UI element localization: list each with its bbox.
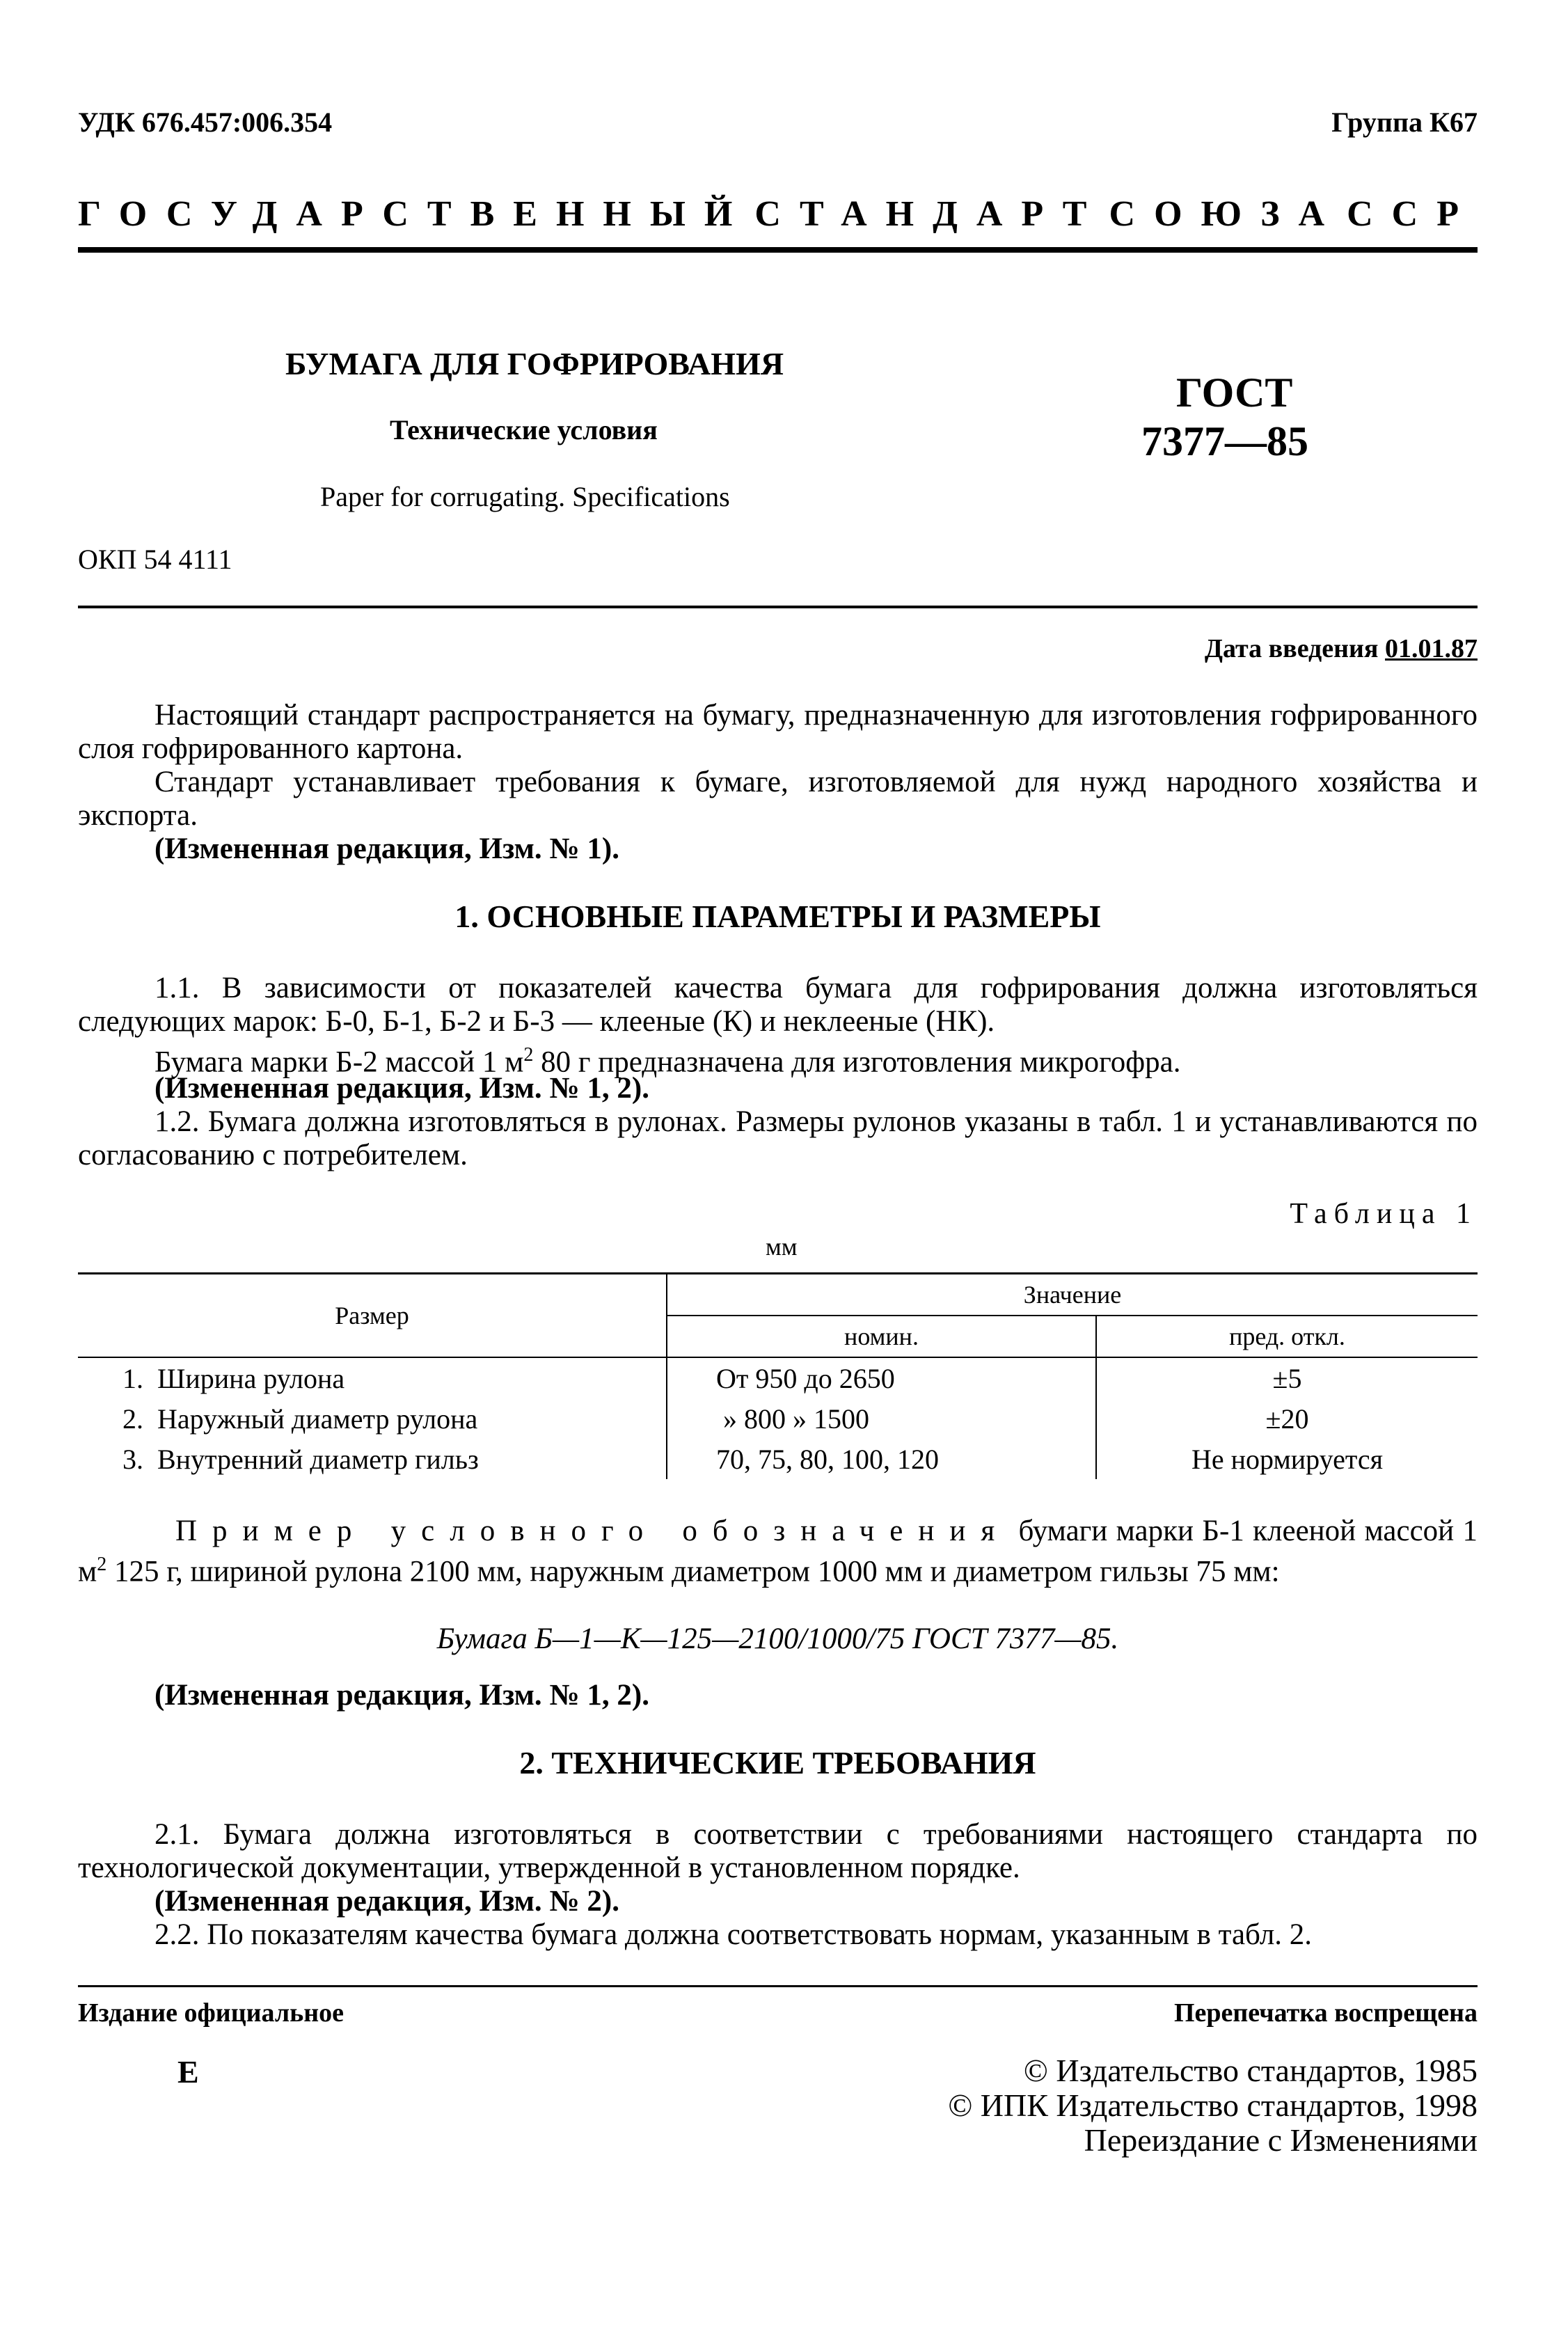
- header-divider: [78, 247, 1478, 253]
- example-spaced-label: Пример условного обозначения: [175, 1515, 1011, 1547]
- state-title-word-2: СТАНДАРТ: [754, 194, 1106, 234]
- table-row: [78, 1357, 1478, 1398]
- state-title-word-4: ССР: [1347, 194, 1478, 234]
- table-1-row-tolerance: ±20: [1096, 1398, 1478, 1439]
- clause-1-1-b-text-2: 80 г предназначена для изготовления микрогофра.: [533, 1045, 1181, 1079]
- copyright-1985: © Издательство стандартов, 1985: [1023, 2053, 1478, 2088]
- clause-2-1: 2.1. Бумага должна изготовляться в соответствии с требованиями настоящего стандарта по технологической документации, утвержденной в установленном порядке.: [78, 1818, 1478, 1884]
- example-text-1: бумаги марки Б-1 клееной массой 1 м: [78, 1515, 1478, 1588]
- table-1-caption: Таблица 1: [1290, 1198, 1478, 1230]
- table-1-row-name: Ширина рулона: [157, 1362, 345, 1394]
- table-1-row-tolerance: ±5: [1096, 1357, 1478, 1398]
- example-amendment: (Измененная редакция, Изм. № 1, 2).: [155, 1679, 649, 1712]
- footer-divider: [78, 1985, 1478, 1987]
- table-1: [78, 1272, 1478, 1479]
- gost-number: 7377—85: [1141, 418, 1308, 464]
- date-label: Дата введения: [1204, 634, 1379, 663]
- title-divider: [78, 606, 1478, 608]
- introduction-date: [1205, 633, 1478, 664]
- reprint-prohibited: Перепечатка воспрещена: [1173, 1998, 1478, 2028]
- state-title-word-3: СОЮЗА: [1109, 194, 1344, 234]
- official-edition: Издание официальное: [78, 1998, 345, 2028]
- english-title: Paper for corrugating. Specifications: [320, 481, 730, 512]
- gost-label: ГОСТ: [1176, 370, 1293, 416]
- clause-2-2: 2.2. По показателям качества бумага должна соответствовать нормам, указанным в табл. 2.: [155, 1918, 1313, 1951]
- state-title-word-1: ГОСУДАРСТВЕННЫЙ: [78, 194, 752, 234]
- date-value: 01.01.87: [1385, 634, 1478, 663]
- intro-paragraph-2: Стандарт устанавливает требования к бумаге, изготовляемой для нужд народного хозяйства и экспорта.: [78, 766, 1478, 832]
- copyright-block: [948, 2053, 1478, 2158]
- designation-formula: Бумага Б—1—К—125—2100/1000/75 ГОСТ 7377—85.: [436, 1622, 1119, 1655]
- table-1-cell-name: [78, 1398, 667, 1439]
- table-1-row-num: 1.: [122, 1362, 143, 1394]
- table-row: [78, 1398, 1478, 1439]
- document-subtitle: Технические условия: [390, 414, 658, 445]
- table-1-head-tolerance: пред. откл.: [1096, 1316, 1478, 1357]
- copyright-1998: © ИПК Издательство стандартов, 1998: [948, 2087, 1478, 2123]
- table-row: [78, 1439, 1478, 1479]
- group-code: Группа К67: [1331, 106, 1478, 138]
- table-1-cell-name: [78, 1439, 667, 1479]
- table-1-row-num: 3.: [122, 1443, 143, 1475]
- example-text-2: 125 г, шириной рулона 2100 мм, наружным диаметром 1000 мм и диаметром гильзы 75 мм:: [106, 1555, 1280, 1588]
- section-1-heading: 1. ОСНОВНЫЕ ПАРАМЕТРЫ И РАЗМЕРЫ: [454, 899, 1101, 934]
- clause-1-1-b-sup: 2: [523, 1044, 534, 1066]
- table-1-row-nominal: От 950 до 2650: [667, 1357, 1096, 1398]
- designation-example: [78, 1515, 1478, 1588]
- intro-paragraph-1: Настоящий стандарт распространяется на бумагу, предназначенную для изготовления гофрированного слоя гофрированного картона.: [78, 699, 1478, 765]
- table-1-row-name: Внутренний диаметр гильз: [157, 1443, 479, 1475]
- document-title: БУМАГА ДЛЯ ГОФРИРОВАНИЯ: [285, 346, 784, 381]
- edition-letter: Е: [177, 2054, 199, 2090]
- state-standard-title: [78, 194, 1478, 235]
- udk-code: УДК 676.457:006.354: [78, 106, 333, 138]
- table-1-unit: мм: [766, 1233, 798, 1261]
- table-1-head-nominal: номин.: [667, 1316, 1096, 1357]
- clause-1-1-b-text-1: Бумага марки Б-2 массой 1 м: [155, 1045, 524, 1079]
- example-sup: 2: [97, 1554, 107, 1575]
- table-1-row-nominal: » 800 » 1500: [667, 1398, 1096, 1439]
- clause-1-1: 1.1. В зависимости от показателей качества бумага для гофрирования должна изготовляться следующих марок: Б-0, Б-1, Б-2 и Б-3 — клееные (К) и неклееные (НК).: [78, 972, 1478, 1038]
- clause-1-2: 1.2. Бумага должна изготовляться в рулонах. Размеры рулонов указаны в табл. 1 и устанавливаются по согласованию с потребителем.: [78, 1105, 1478, 1171]
- table-1-row-nominal: 70, 75, 80, 100, 120: [667, 1439, 1096, 1479]
- reissue-note: Переиздание с Изменениями: [1084, 2122, 1478, 2158]
- clause-2-1-amendment: (Измененная редакция, Изм. № 2).: [155, 1885, 619, 1918]
- clause-1-1-amendment: (Измененная редакция, Изм. № 1, 2).: [155, 1072, 649, 1105]
- table-1-row-name: Наружный диаметр рулона: [157, 1403, 478, 1435]
- intro-amendment: (Измененная редакция, Изм. № 1).: [155, 832, 619, 865]
- table-1-row-tolerance: Не нормируется: [1096, 1439, 1478, 1479]
- table-1-head-size: Размер: [78, 1274, 667, 1358]
- section-2-heading: 2. ТЕХНИЧЕСКИЕ ТРЕБОВАНИЯ: [519, 1745, 1036, 1781]
- table-1-cell-name: [78, 1357, 667, 1398]
- okp-code: ОКП 54 4111: [78, 544, 232, 575]
- table-1-head-value: Значение: [667, 1274, 1478, 1316]
- table-1-row-num: 2.: [122, 1403, 143, 1435]
